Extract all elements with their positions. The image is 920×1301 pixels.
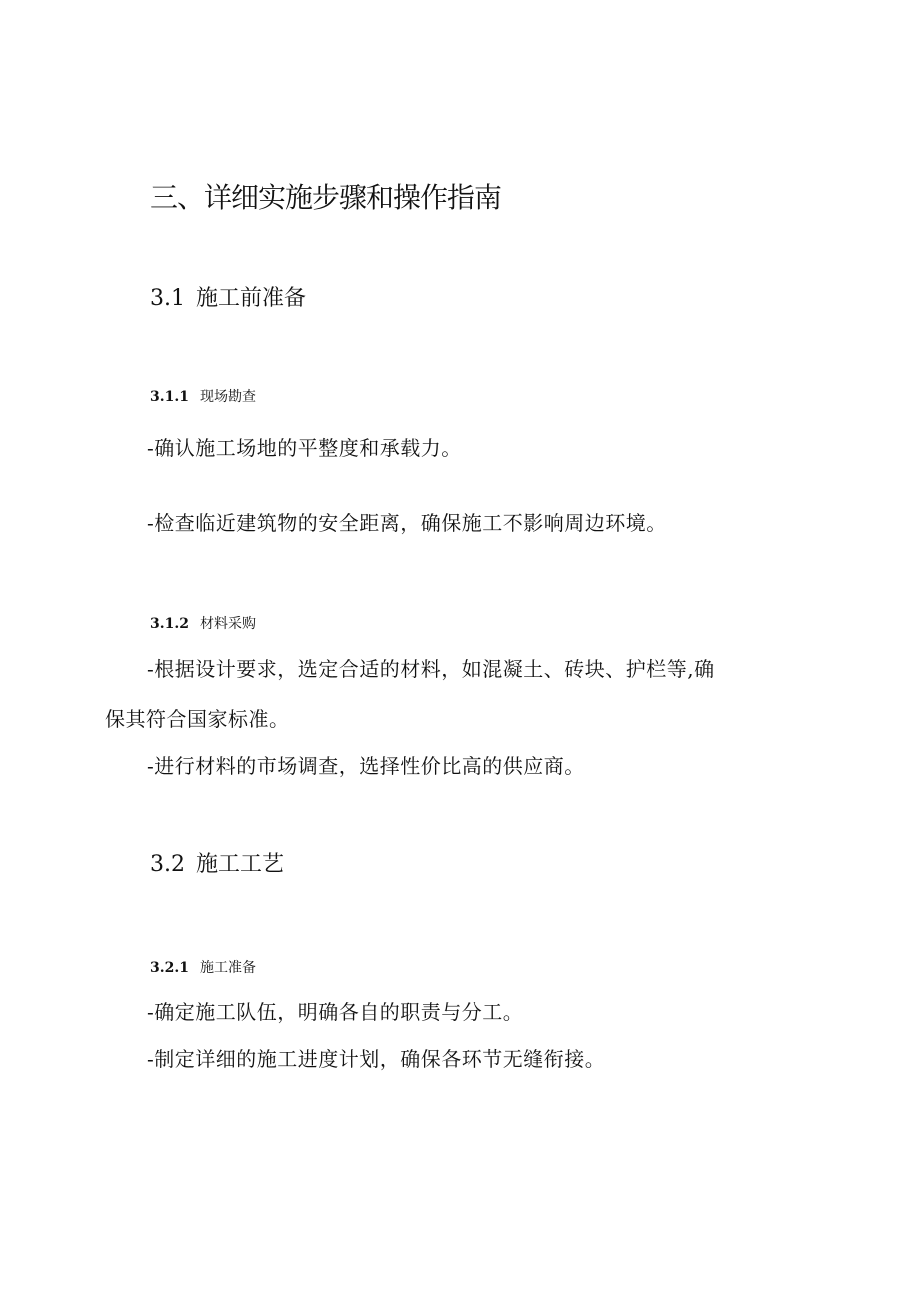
subsection-heading-3-1-1	[150, 386, 256, 406]
subsection-heading-3-2-1	[150, 957, 256, 977]
section-heading-3-1	[150, 281, 306, 312]
paragraph: -确定施工队伍，明确各自的职责与分工。	[147, 1000, 524, 1024]
subsection-title: 材料采购	[200, 616, 256, 632]
section-title: 施工工艺	[196, 852, 285, 877]
subsection-title: 施工准备	[200, 960, 256, 976]
paragraph: -检查临近建筑物的安全距离，确保施工不影响周边环境。	[147, 511, 667, 535]
section-number: 3.1	[150, 286, 185, 311]
section-title: 施工前准备	[196, 286, 307, 311]
page-title: 三、详细实施步骤和操作指南	[150, 181, 502, 214]
subsection-number: 3.1.2	[150, 616, 189, 632]
subsection-title: 现场勘查	[200, 389, 256, 405]
paragraph: -确认施工场地的平整度和承载力。	[147, 436, 462, 460]
subsection-number: 3.1.1	[150, 389, 189, 405]
paragraph: -制定详细的施工进度计划，确保各环节无缝衔接。	[147, 1047, 606, 1071]
subsection-number: 3.2.1	[150, 960, 189, 976]
section-number: 3.2	[150, 852, 185, 877]
subsection-heading-3-1-2	[150, 613, 256, 633]
section-heading-3-2	[150, 847, 284, 878]
paragraph: -进行材料的市场调查，选择性价比高的供应商。	[147, 754, 585, 778]
paragraph: -根据设计要求，选定合适的材料，如混凝土、砖块、护栏等,确	[147, 657, 715, 681]
paragraph-continuation: 保其符合国家标准。	[105, 707, 290, 731]
